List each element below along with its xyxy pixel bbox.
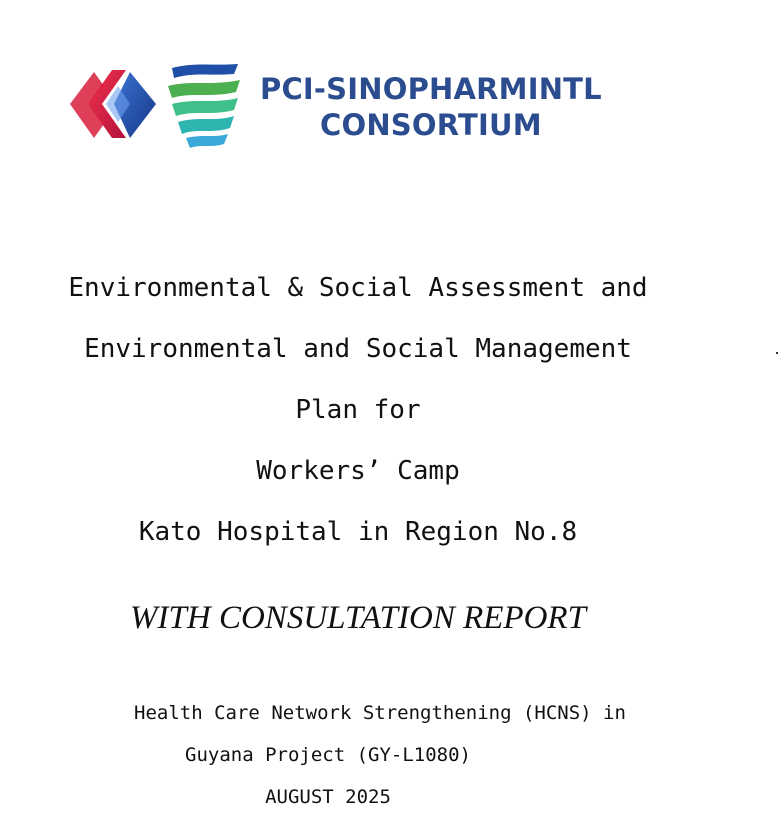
document-title [0,258,716,563]
title-line-2: Environmental and Social Management [84,334,632,364]
stray-mark [776,352,778,354]
project-info [0,692,760,818]
consortium-logo [68,58,628,153]
logo-line-1: PCI-SINOPHARMINTL [260,72,602,106]
project-line-1: Health Care Network Strengthening (HCNS) in [134,702,626,724]
project-line-2: Guyana Project (GY-L1080) [185,744,471,766]
logo-wordmark [260,71,602,143]
wave-logo-icon [164,60,246,150]
document-subtitle: WITH CONSULTATION REPORT [130,600,586,636]
diamond-logo-icon [68,58,160,150]
title-line-1: Environmental & Social Assessment and [68,273,648,303]
title-line-3: Plan for [295,395,421,425]
project-date: AUGUST 2025 [265,786,391,808]
title-line-4: Workers’ Camp [256,456,460,486]
title-line-5: Kato Hospital in Region No.8 [138,517,578,547]
logo-line-2: CONSORTIUM [320,108,542,142]
